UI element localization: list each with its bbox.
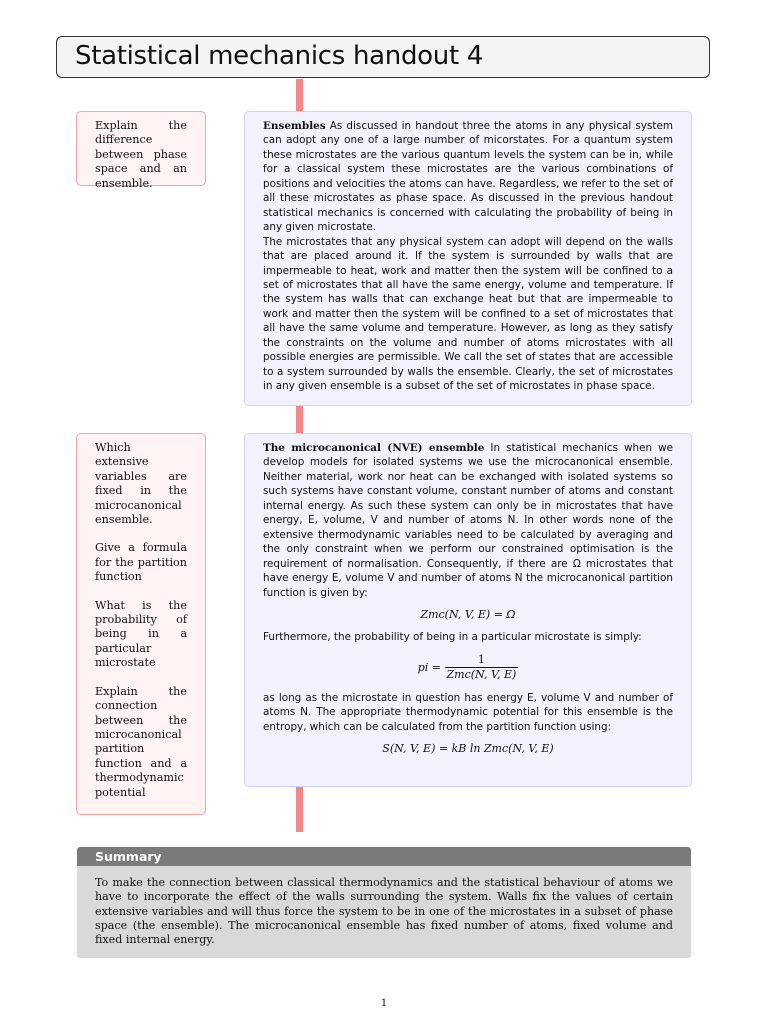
page-number: 1 <box>380 998 388 1009</box>
probability-equation <box>263 653 673 683</box>
fraction-numerator: 1 <box>445 653 519 668</box>
margin-question: Explain the difference between phase space and an ensemble. <box>95 119 187 190</box>
page-title-box <box>56 36 710 78</box>
equation-lhs: pi = <box>417 660 441 674</box>
timeline-connector <box>296 787 303 832</box>
fraction <box>445 653 519 683</box>
margin-question: Explain the connection between the microcanonical partition function and a thermodynamic potential <box>95 684 187 799</box>
timeline-connector <box>296 79 303 112</box>
ensembles-text: As discussed in handout three the atoms in any physical system can adopt any one of a large number of micorstates. For a quantum system these microstates are the various quantum levels the system can be in, while for a classical system these microstates are the various combinations of positions and velocities the atoms can have. Regardless, we refer to the set of all these microstates as phase space. As discussed in the previous handout statistical mechanics is concerned with calculating the probability of being in any given microstate. <box>263 120 673 234</box>
probability-intro: Furthermore, the probability of being in a particular microstate is simply: <box>263 631 642 644</box>
margin-question: Give a formula for the partition function <box>95 541 187 584</box>
margin-questions-box <box>76 433 206 815</box>
margin-question-box <box>76 111 206 190</box>
summary-box <box>77 847 691 958</box>
margin-question: What is the probability of being in a particular microstate <box>95 598 187 670</box>
partition-function-equation: Zmc(N, V, E) = Ω <box>420 607 516 621</box>
fraction-denominator: Zmc(N, V, E) <box>446 668 517 682</box>
entropy-intro: as long as the microstate in question has energy E, volume V and number of atoms N. The appropriate thermodynamic potential for this ensemble is the entropy, which can be calculated from the partition function using: <box>263 691 673 733</box>
ensembles-paragraph <box>263 119 673 235</box>
entropy-equation: S(N, V, E) = kB ln Zmc(N, V, E) <box>382 742 554 756</box>
summary-heading: Summary <box>77 847 691 866</box>
summary-text: To make the connection between classical thermodynamics and the statistical behaviour of atoms we have to incorporate the effect of the walls surrounding the system. Walls fix the values of certain extensive variables and will thus force the system to be in one of the microstates in a subset of phase space (the ensemble). The microcanonical ensemble has fixed number of atoms, fixed volume and fixed internal energy. <box>95 876 673 947</box>
section-heading: The microcanonical (NVE) ensemble <box>263 442 485 454</box>
ensembles-section <box>244 111 692 406</box>
microcanonical-paragraph <box>263 441 673 600</box>
microcanonical-text: In statistical mechanics when we develop models for isolated systems we use the microcanonical ensemble. Neither material, work nor heat can be exchanged with isolated systems so such systems have constant volume, constant number of atoms and constant internal energy. As such these system can only be in microstates that have energy, E, volume, V and number of atoms N. In other words none of the extensive thermodynamic variables need to be calculated by averaging and the only constraint when we perform our constrained optimisation is the requirement of normalisation. Consequently, if there are Ω microstates that have energy E, volume V and number of atoms N the microcanonical partition function is given by: <box>263 442 674 599</box>
margin-question: Which extensive variables are fixed in the microcanonical ensemble. <box>95 441 187 527</box>
page-title: Statistical mechanics handout 4 <box>75 41 484 71</box>
microcanonical-section <box>244 433 692 787</box>
timeline-connector <box>296 405 303 434</box>
ensembles-paragraph-2: The microstates that any physical system can adopt will depend on the walls that are placed around it. If the system is surrounded by walls that are impermeable to heat, work and matter then the system will be confined to a set of microstates that all have the same energy, volume and temperature. If the system has walls that can exchange heat but that are impermeable to work and matter then the system will be confined to a set of microstates that all have the same volume and temperature. However, as long as they satisfy the constraints on the volume and number of atoms microstates with all possible energies are permissible. We call the set of states that are accessible to a system surrounded by walls the ensemble. Clearly, the set of microstates in any given ensemble is a subset of the set of microstates in phase space. <box>263 235 673 393</box>
section-heading: Ensembles <box>263 120 326 132</box>
